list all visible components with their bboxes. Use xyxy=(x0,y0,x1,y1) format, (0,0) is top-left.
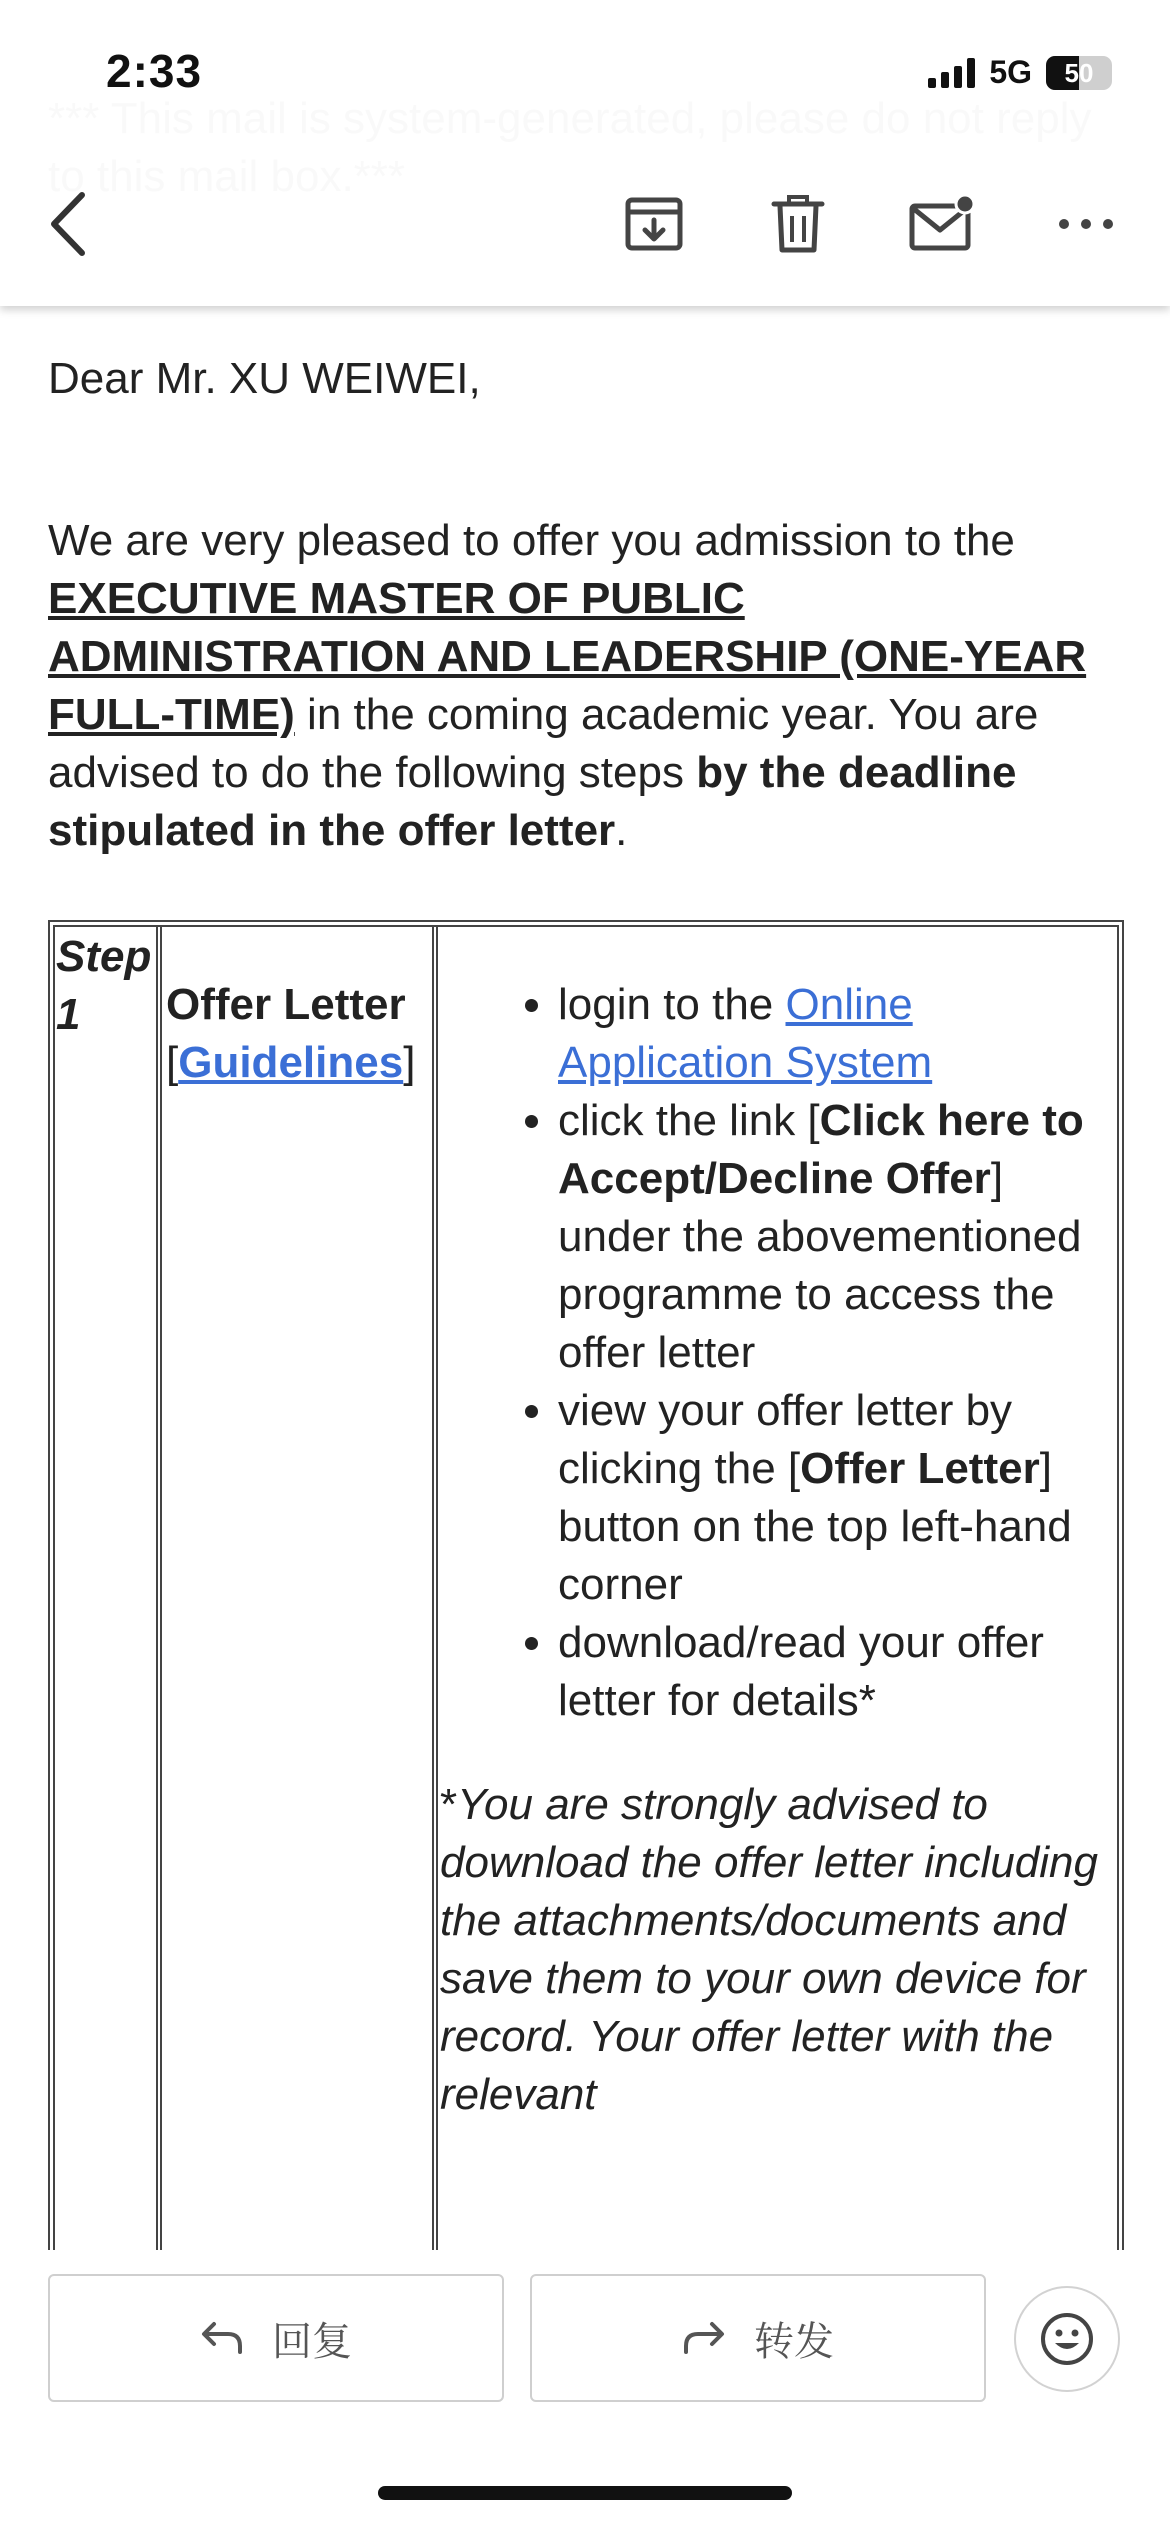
advice-note xyxy=(440,1776,1106,2124)
greeting: Dear Mr. XU WEIWEI, xyxy=(48,354,481,403)
status-time: 2:33 xyxy=(106,45,203,97)
intro-text: We are very pleased to offer you admission to the xyxy=(48,516,1015,565)
emoji-smile-icon xyxy=(1039,2311,1095,2367)
guidelines-line xyxy=(166,1034,436,1092)
step-instructions-cell xyxy=(440,976,1122,2124)
reply-label: 回复 xyxy=(272,2319,352,2364)
back-button[interactable] xyxy=(30,186,106,262)
home-indicator xyxy=(378,2486,792,2500)
battery-percent: 50 xyxy=(1064,57,1094,88)
advice-star: * xyxy=(440,1780,458,1829)
archive-button[interactable] xyxy=(616,186,692,262)
email-body xyxy=(48,350,1122,860)
back-chevron-icon xyxy=(44,189,92,259)
mark-unread-icon xyxy=(909,194,975,254)
advice-text: You are strongly advised to download the offer letter including the attachments/documents and save them to your own device for record. Your offer letter with the relevant xyxy=(440,1780,1098,2119)
step-title-cell xyxy=(166,976,436,1092)
emoji-reaction-button[interactable] xyxy=(1014,2286,1120,2392)
archive-icon xyxy=(624,194,684,254)
trash-icon xyxy=(770,194,826,254)
instruction-item xyxy=(558,1382,1122,1614)
status-bar xyxy=(0,0,1170,150)
instruction-text: ] under the abovementioned programme to access the offer letter xyxy=(558,1154,1082,1377)
step-label: Step 1 xyxy=(56,932,152,1039)
programme-name: EXECUTIVE MASTER OF PUBLIC ADMINISTRATION AND LEADERSHIP (ONE-YEAR FULL-TIME) xyxy=(48,574,1087,739)
instruction-text: click the link [ xyxy=(558,1096,820,1145)
forward-button[interactable] xyxy=(530,2274,986,2402)
forward-arrow-icon xyxy=(682,2320,726,2356)
more-button[interactable] xyxy=(1048,186,1124,262)
reply-button[interactable] xyxy=(48,2274,504,2402)
instruction-list xyxy=(440,976,1122,1730)
status-indicators xyxy=(928,54,1112,91)
delete-button[interactable] xyxy=(760,186,836,262)
offer-letter-button-text: Offer Letter xyxy=(800,1444,1040,1493)
instruction-text: ] button on the top left-hand corner xyxy=(558,1444,1072,1609)
bracket-close: ] xyxy=(403,1038,416,1087)
intro-paragraph xyxy=(48,512,1122,860)
intro-end: . xyxy=(615,806,628,855)
instruction-text: login to the xyxy=(558,980,786,1029)
column-divider xyxy=(432,925,438,2250)
battery-icon xyxy=(1046,56,1112,90)
bottom-action-bar xyxy=(0,2250,1170,2532)
intro-text-2: in the coming academic year. You are advised to do the following steps xyxy=(48,690,1039,797)
instruction-item xyxy=(558,1614,1122,1730)
instruction-item xyxy=(558,1092,1122,1382)
instruction-text: download/read your offer letter for details* xyxy=(558,1618,1044,1725)
accept-decline-text: Click here to Accept/Decline Offer xyxy=(558,1096,1084,1203)
instruction-text: view your offer letter by clicking the [ xyxy=(558,1386,1013,1493)
deadline-text: by the deadline stipulated in the offer letter xyxy=(48,748,1017,855)
signal-bars-icon xyxy=(928,58,975,88)
bracket-open: [ xyxy=(166,1038,179,1087)
offer-letter-title: Offer Letter xyxy=(166,980,406,1029)
column-divider xyxy=(156,925,162,2250)
mark-unread-button[interactable] xyxy=(904,186,980,262)
reply-arrow-icon xyxy=(200,2320,244,2356)
guidelines-link[interactable]: Guidelines xyxy=(178,1038,404,1087)
offer-steps-table xyxy=(48,920,1124,2250)
network-label: 5G xyxy=(989,54,1032,90)
more-icon xyxy=(1056,214,1116,234)
instruction-item xyxy=(558,976,1122,1092)
forward-label: 转发 xyxy=(754,2319,834,2364)
online-application-system-link[interactable]: Online Application System xyxy=(558,980,933,1087)
